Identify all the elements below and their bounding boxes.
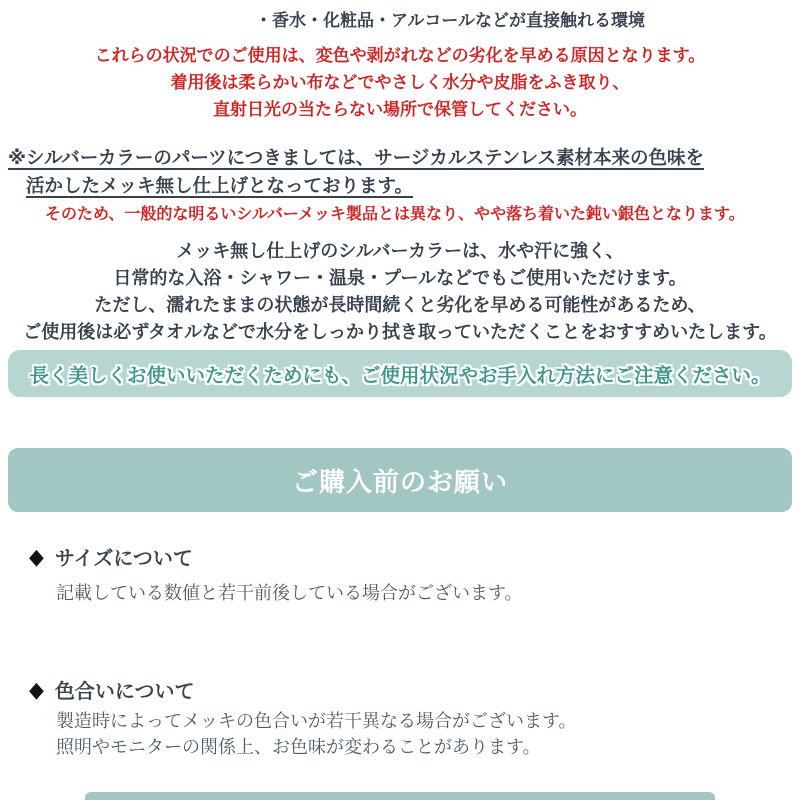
section-heading-size xyxy=(28,542,193,571)
section-body-line: 記載している数値と若干前後している場合がございます。 xyxy=(56,583,523,603)
silver-color-note-red: そのため、一般的な明るいシルバーメッキ製品とは異なり、やや落ち着いた鈍い銀色となります。 xyxy=(45,206,745,223)
care-notice-banner-text: 長く美しくお使いいただくためにも、ご使用状況やお手入れ方法にご注意ください。 xyxy=(29,364,771,387)
pre-purchase-banner xyxy=(8,448,792,512)
section-body-line: 照明やモニターの関係上、お色味が変わることがあります。 xyxy=(56,737,541,757)
info-line: 日常的な入浴・シャワー・温泉・プールなどでもご使用いただけます。 xyxy=(113,268,687,288)
silver-color-note-line2: 活かしたメッキ無し仕上げとなっております。 xyxy=(26,175,414,196)
warning-line: 着用後は柔らかい布などでやさしく水分や皮脂をふき取り、 xyxy=(170,73,630,92)
diamond-bullet-icon: ◆ xyxy=(29,676,44,702)
diamond-bullet-icon: ◆ xyxy=(29,543,44,569)
care-notice-banner xyxy=(8,350,792,397)
info-line: ご使用後は必ずタオルなどで水分をしっかり拭き取っていただくことをおすすめいたします。 xyxy=(23,322,777,342)
warning-line: 直射日光の当たらない場所で保管してください。 xyxy=(213,100,587,119)
usage-warning-text xyxy=(0,42,800,123)
section-body-color xyxy=(56,708,577,760)
section-title: サイズについて xyxy=(54,548,193,570)
pre-purchase-banner-title: ご購入前のお願い xyxy=(291,466,508,497)
silver-color-note-line1: ※シルバーカラーのパーツにつきましては、サージカルステンレス素材本来の色味を xyxy=(8,147,705,168)
next-banner-cutoff-strip xyxy=(85,792,715,800)
section-title: 色合いについて xyxy=(54,681,195,703)
info-line: メッキ無し仕上げのシルバーカラーは、水や汗に強く、 xyxy=(176,241,624,261)
info-line: ただし、濡れたままの状態が長時間続くと劣化を早める可能性があるため、 xyxy=(94,295,706,315)
section-heading-color xyxy=(28,675,195,704)
section-body-size xyxy=(56,580,523,606)
warning-line: これらの状況でのご使用は、変色や剥がれなどの劣化を早める原因となります。 xyxy=(94,46,706,65)
environment-list-item: ・香水・化粧品・アルコールなどが直接触れる環境 xyxy=(255,11,645,30)
section-body-line: 製造時によってメッキの色合いが若干異なる場合がございます。 xyxy=(56,711,577,731)
silver-care-info-text xyxy=(0,238,800,346)
